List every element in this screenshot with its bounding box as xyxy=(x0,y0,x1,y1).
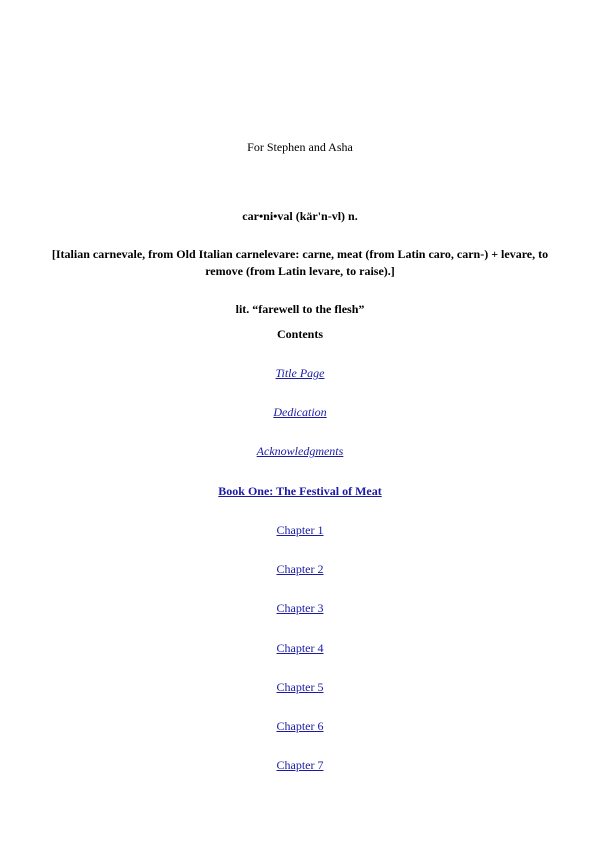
toc-link-chapter-4[interactable]: Chapter 4 xyxy=(276,641,324,655)
toc-item-book-one xyxy=(0,484,600,499)
toc-item-chapter-7 xyxy=(0,758,600,773)
toc-item-dedication xyxy=(0,405,600,420)
toc-link-chapter-1[interactable]: Chapter 1 xyxy=(276,523,324,537)
toc-item-chapter-1 xyxy=(0,523,600,538)
definition-literal: lit. “farewell to the flesh” xyxy=(235,302,365,316)
contents-heading: Contents xyxy=(276,327,323,341)
toc-item-chapter-2 xyxy=(0,562,600,577)
definition-etymology: [Italian carnevale, from Old Italian carnelevare: carne, meat (from Latin caro, carn-) + levare, to remove (from Latin levare, to raise).] xyxy=(51,247,549,278)
toc-item-chapter-3 xyxy=(0,601,600,616)
toc-link-title-page[interactable]: Title Page xyxy=(275,366,325,380)
toc-link-chapter-6[interactable]: Chapter 6 xyxy=(276,719,324,733)
toc-item-chapter-4 xyxy=(0,641,600,656)
toc-link-chapter-5[interactable]: Chapter 5 xyxy=(276,680,324,694)
toc-link-book-one[interactable]: Book One: The Festival of Meat xyxy=(218,484,382,498)
toc-link-chapter-2[interactable]: Chapter 2 xyxy=(276,562,324,576)
dedication-text: For Stephen and Asha xyxy=(247,140,353,154)
toc-link-dedication[interactable]: Dedication xyxy=(273,405,327,419)
toc-item-title-page xyxy=(0,366,600,381)
toc-link-acknowledgments[interactable]: Acknowledgments xyxy=(256,444,344,458)
definition-headword: car•ni•val (kär'n-vl) n. xyxy=(242,209,358,223)
toc-item-acknowledgments xyxy=(0,444,600,459)
toc-link-chapter-3[interactable]: Chapter 3 xyxy=(276,601,324,615)
toc-item-chapter-5 xyxy=(0,680,600,695)
toc-link-chapter-7[interactable]: Chapter 7 xyxy=(276,758,324,772)
toc-item-chapter-6 xyxy=(0,719,600,734)
